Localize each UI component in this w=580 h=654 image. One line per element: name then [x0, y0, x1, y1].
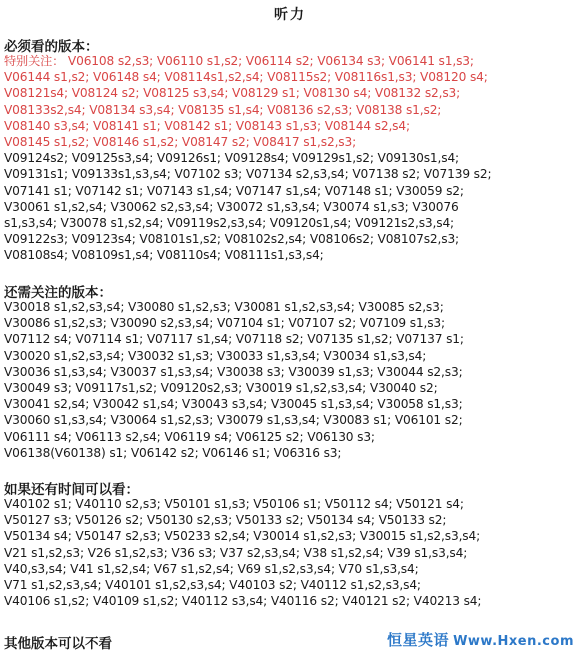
- text-line: V50134 s4; V50147 s2,s3; V50233 s2,s4; V30014 s1,s2,s3; V30015 s1,s2,s3,s4;: [4, 529, 481, 544]
- section-heading-if-time: 如果还有时间可以看：: [4, 482, 139, 498]
- section-heading-must-see: 必须看的版本：: [4, 39, 99, 55]
- text-line: V08108s4; V08109s1,s4; V08110s4; V08111s1,s3,s4;: [4, 248, 324, 263]
- text-line: V06144 s1,s2; V06148 s4; V08114s1,s2,s4; V08115s2; V08116s1,s3; V08120 s4;: [4, 70, 488, 85]
- text-line: V08145 s1,s2; V08146 s1,s2; V08147 s2; V08417 s1,s2,s3;: [4, 134, 357, 149]
- text-line: V21 s1,s2,s3; V26 s1,s2,s3; V36 s3; V37 s2,s3,s4; V38 s1,s2,s4; V39 s1,s3,s4;: [4, 545, 468, 560]
- text-line: V09122s3; V09123s4; V08101s1,s2; V08102s2,s4; V08106s2; V08107s2,s3;: [4, 232, 460, 247]
- text-line: 特别关注： V06108 s2,s3; V06110 s1,s2; V06114 s2; V06134 s3; V06141 s1,s3;: [4, 54, 474, 68]
- text-line: V08133s2,s4; V08134 s3,s4; V08135 s1,s4; V08136 s2,s3; V08138 s1,s2;: [4, 102, 442, 117]
- text-line: V30036 s1,s3,s4; V30037 s1,s3,s4; V30038 s3; V30039 s1,s3; V30044 s2,s3;: [4, 364, 463, 379]
- must-see-red-list: [4, 53, 578, 150]
- text-line: V50127 s3; V50126 s2; V50130 s2,s3; V50133 s2; V50134 s4; V50133 s2;: [4, 513, 447, 528]
- text-line: V40106 s1,s2; V40109 s1,s2; V40112 s3,s4; V40116 s2; V40121 s2; V40213 s4;: [4, 594, 482, 609]
- text-line: V30020 s1,s2,s3,s4; V30032 s1,s3; V30033 s1,s3,s4; V30034 s1,s3,s4;: [4, 348, 427, 363]
- text-line: V30018 s1,s2,s3,s4; V30080 s1,s2,s3; V30081 s1,s2,s3,s4; V30085 s2,s3;: [4, 300, 444, 314]
- text-line: V07141 s1; V07142 s1; V07143 s1,s4; V07147 s1,s4; V07148 s1; V30059 s2;: [4, 183, 464, 198]
- section-heading-also-watch: 还需关注的版本：: [4, 285, 112, 301]
- logo-text: 恒星英语: [387, 631, 450, 649]
- text-line: V30060 s1,s3,s4; V30064 s1,s2,s3; V30079 s1,s3,s4; V30083 s1; V06101 s2;: [4, 413, 463, 428]
- text-line: V30086 s1,s2,s3; V30090 s2,s3,s4; V07104 s1; V07107 s2; V07109 s1,s3;: [4, 316, 445, 331]
- text-line: V08140 s3,s4; V08141 s1; V08142 s1; V08143 s1,s3; V08144 s2,s4;: [4, 118, 410, 133]
- text-line: V06111 s4; V06113 s2,s4; V06119 s4; V06125 s2; V06130 s3;: [4, 429, 375, 444]
- section-heading-others: 其他版本可以不看: [4, 636, 112, 652]
- text-line: V30061 s1,s2,s4; V30062 s2,s3,s4; V30072 s1,s3,s4; V30074 s1,s3; V30076: [4, 199, 459, 214]
- text-line: V06138(V60138) s1; V06142 s2; V06146 s1; V06316 s3;: [4, 445, 342, 460]
- must-see-list: [4, 150, 578, 263]
- page-title: 听力: [274, 7, 306, 23]
- text-line: V30041 s2,s4; V30042 s1,s4; V30043 s3,s4; V30045 s1,s3,s4; V30058 s1,s3;: [4, 397, 463, 412]
- text-line: V09124s2; V09125s3,s4; V09126s1; V09128s4; V09129s1,s2; V09130s1,s4;: [4, 151, 460, 166]
- text-line: V40102 s1; V40110 s2,s3; V50101 s1,s3; V50106 s1; V50112 s4; V50121 s4;: [4, 497, 464, 511]
- text-line: V07112 s4; V07114 s1; V07117 s1,s4; V07118 s2; V07135 s1,s2; V07137 s1;: [4, 332, 464, 347]
- text-line: V08121s4; V08124 s2; V08125 s3,s4; V08129 s1; V08130 s4; V08132 s2,s3;: [4, 86, 461, 101]
- also-watch-list: [4, 299, 578, 461]
- if-time-list: [4, 496, 578, 609]
- logo-url: Www.Hxen.com: [453, 634, 574, 649]
- text-line: V30049 s3; V09117s1,s2; V09120s2,s3; V30019 s1,s2,s3,s4; V30040 s2;: [4, 380, 438, 395]
- text-line: V71 s1,s2,s3,s4; V40101 s1,s2,s3,s4; V40103 s2; V40112 s1,s2,s3,s4;: [4, 577, 421, 592]
- site-logo: [387, 629, 574, 650]
- text-line: s1,s3,s4; V30078 s1,s2,s4; V09119s2,s3,s4; V09120s1,s4; V09121s2,s3,s4;: [4, 215, 454, 230]
- text-line: V40,s3,s4; V41 s1,s2,s4; V67 s1,s2,s4; V69 s1,s2,s3,s4; V70 s1,s3,s4;: [4, 561, 419, 576]
- text-line: V09131s1; V09133s1,s3,s4; V07102 s3; V07134 s2,s3,s4; V07138 s2; V07139 s2;: [4, 167, 492, 182]
